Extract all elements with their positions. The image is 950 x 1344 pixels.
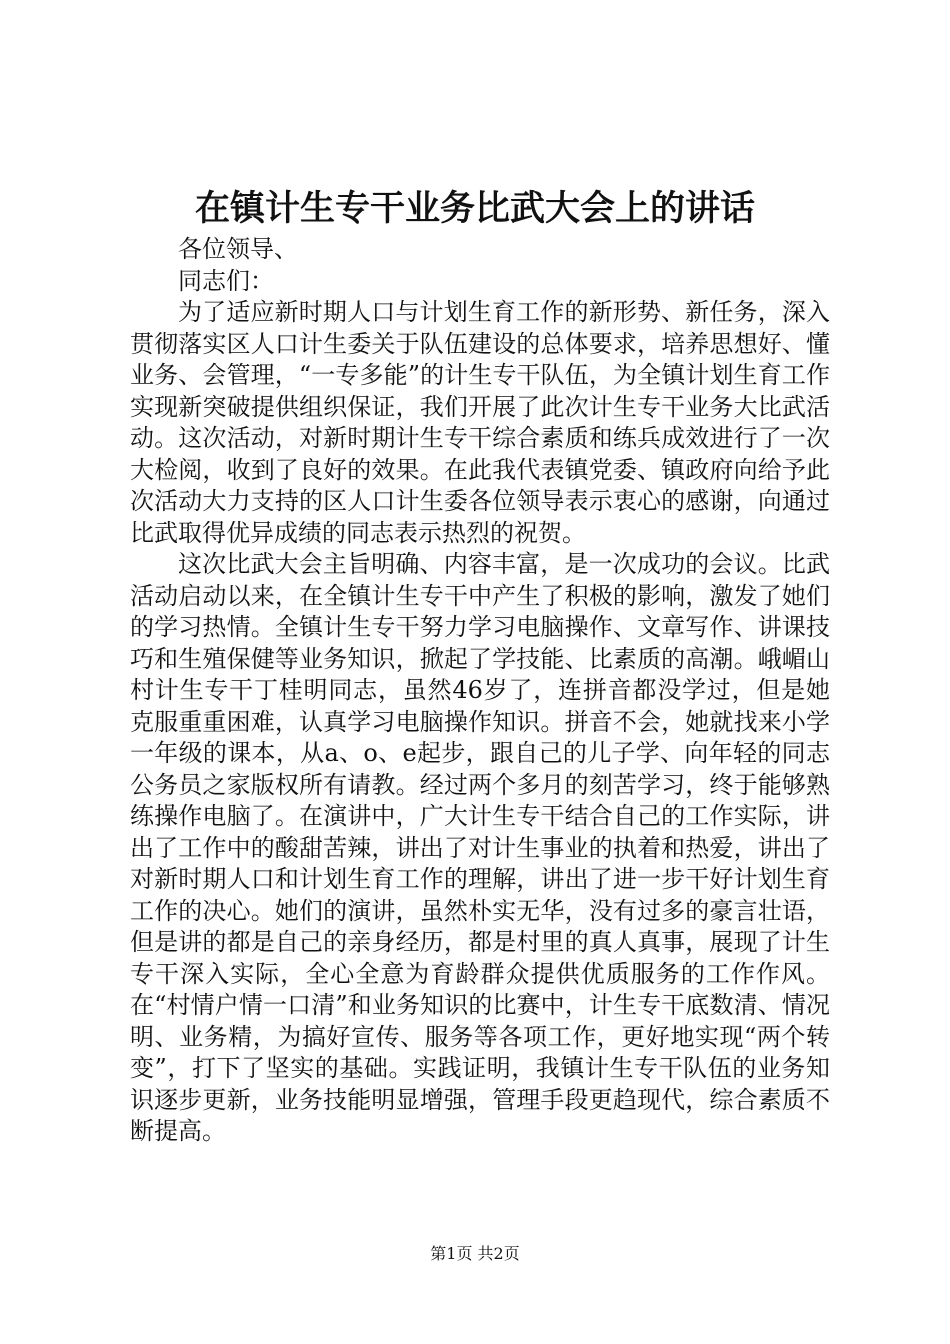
document-title: 在镇计生专干业务比武大会上的讲话 [194,188,755,229]
salutation-line: 同志们： [178,266,274,295]
body-paragraph: 这次比武大会主旨明确、内容丰富，是一次成功的会议。比武活动启动以来，在全镇计生专干中产生了积极的影响，激发了她们的学习热情。全镇计生专干努力学习电脑操作、文章写作、讲课技巧和生殖保健等业务知识，掀起了学技能、比素质的高潮。峨嵋山村计生专干丁桂明同志，虽然46岁了，连拼音都没学过，但是她克服重重困难，认真学习电脑操作知识。拼音不会，她就找来小学一年级的课本，从a、o、e起步，跟自己的儿子学、向年轻的同志公务员之家版权所有请教。经过两个多月的刻苦学习，终于能够熟练操作电脑了。在演讲中，广大计生专干结合自己的工作实际，讲出了工作中的酸甜苦辣，讲出了对计生事业的执着和热爱，讲出了对新时期人口和计划生育工作的理解，讲出了进一步干好计划生育工作的决心。她们的演讲，虽然朴实无华，没有过多的豪言壮语，但是讲的都是自己的亲身经历，都是村里的真人真事，展现了计生专干深入实际，全心全意为育龄群众提供优质服务的工作作风。在“村情户情一口清”和业务知识的比赛中，计生专干底数清、情况明、业务精，为搞好宣传、服务等各项工作，更好地实现“两个转变”，打下了坚实的基础。实践证明，我镇计生专干队伍的业务知识逐步更新，业务技能明显增强，管理手段更趋现代，综合素质不断提高。 [130,550,830,1145]
body-paragraph: 为了适应新时期人口与计划生育工作的新形势、新任务，深入贯彻落实区人口计生委关于队伍建设的总体要求，培养思想好、懂业务、会管理，“一专多能”的计生专干队伍，为全镇计划生育工作实现新突破提供组织保证，我们开展了此次计生专干业务大比武活动。这次活动，对新时期计生专干综合素质和练兵成效进行了一次大检阅，收到了良好的效果。在此我代表镇党委、镇政府向给予此次活动大力支持的区人口计生委各位领导表示衷心的感谢，向通过比武取得优异成绩的同志表示热烈的祝贺。 [130,298,830,547]
salutation-line: 各位领导、 [178,235,298,263]
page-number-footer: 第1页 共2页 [430,1244,520,1263]
document-body [130,234,830,1148]
